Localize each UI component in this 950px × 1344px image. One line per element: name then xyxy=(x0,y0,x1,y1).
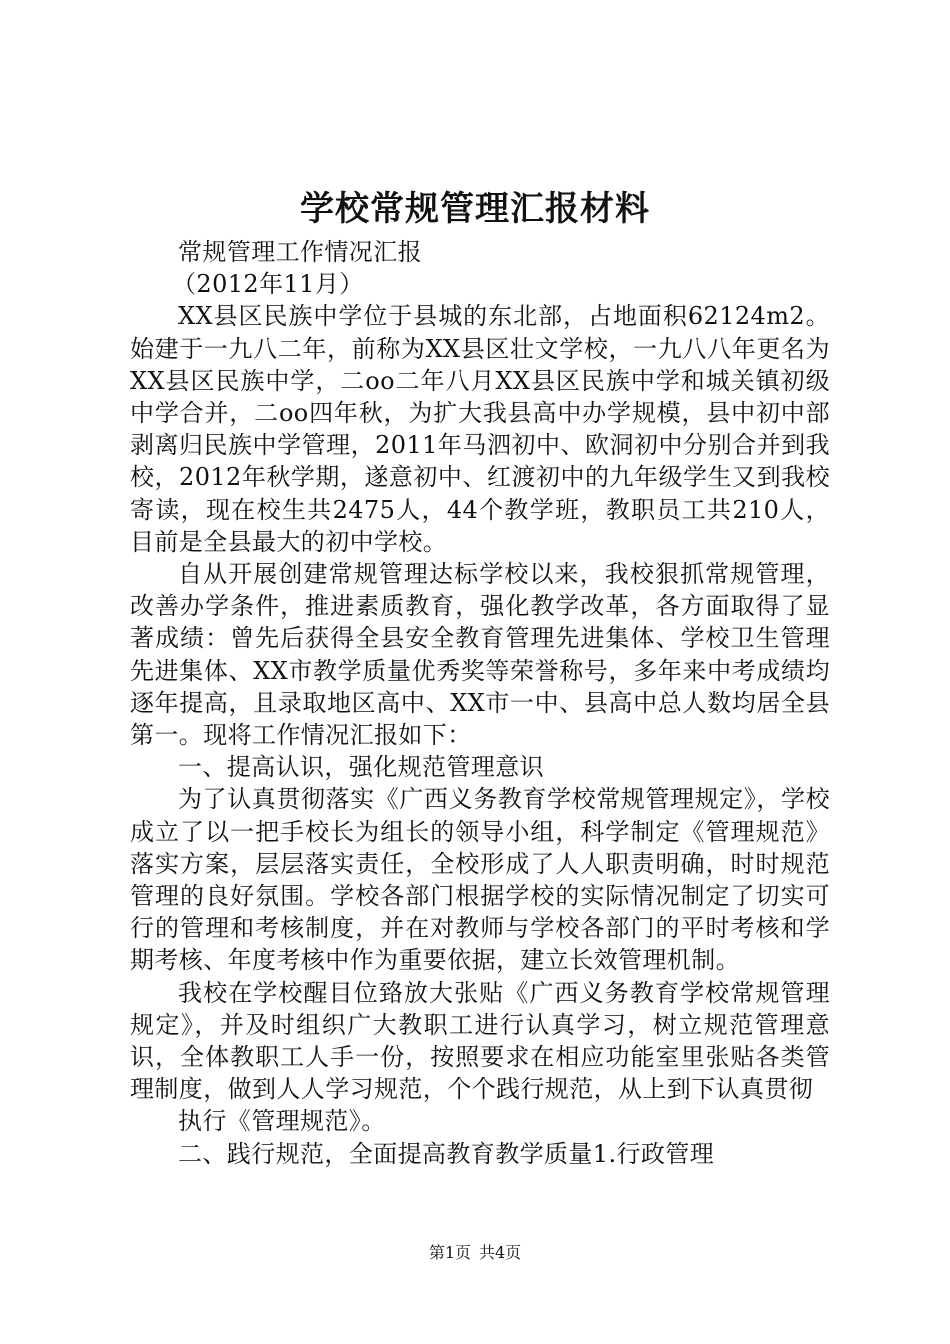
document-body xyxy=(130,236,830,1170)
paragraph-posting-rules: 我校在学校醒目位臵放大张贴《广西义务教育学校常规管理规定》，并及时组织广大教职工进行认真学习，树立规范管理意识，全体教职工人手一份，按照要求在相应功能室里张贴各类管理制度，做到人人学习规范，个个践行规范，从上到下认真贯彻 xyxy=(130,978,830,1104)
paragraph-execute: 执行《管理规范》。 xyxy=(178,1107,386,1136)
document-title: 学校常规管理汇报材料 xyxy=(300,189,650,229)
section-heading-2: 二、践行规范，全面提高教育教学质量1.行政管理 xyxy=(178,1139,715,1168)
page-total: 共4页 xyxy=(479,1243,522,1262)
paragraph-achievements: 自从开展创建常规管理达标学校以来，我校狠抓常规管理，改善办学条件，推进素质教育，强化教学改革，各方面取得了显著成绩：曾先后获得全县安全教育管理先进集体、学校卫生管理先进集体、XX市教学质量优秀奖等荣誉称号，多年来中考成绩均逐年提高，且录取地区高中、XX市一中、县高中总人数均居全县第一。现将工作情况汇报如下： xyxy=(130,560,830,750)
page-footer xyxy=(0,1242,950,1264)
paragraph-school-intro: XX县区民族中学位于县城的东北部，占地面积62124m2。始建于一九八二年，前称为XX县区壮文学校，一九八八年更名为XX县区民族中学，二oo二年八月XX县区民族中学和城关镇初级中学合并，二oo四年秋，为扩大我县高中办学规模，县中初中部剥离归民族中学管理，2011年马泗初中、欧洞初中分别合并到我校，2012年秋学期，遂意初中、红渡初中的九年级学生又到我校寄读，现在校生共2475人，44个教学班，教职员工共210人，目前是全县最大的初中学校。 xyxy=(130,302,830,556)
subtitle-line: 常规管理工作情况汇报 xyxy=(178,238,422,266)
date-line: （2012年11月） xyxy=(172,270,364,299)
section-heading-1: 一、提高认识，强化规范管理意识 xyxy=(178,753,544,782)
paragraph-implementation: 为了认真贯彻落实《广西义务教育学校常规管理规定》，学校成立了以一把手校长为组长的领导小组，科学制定《管理规范》落实方案，层层落实责任，全校形成了人人职责明确，时时规范管理的良好氛围。学校各部门根据学校的实际情况制定了切实可行的管理和考核制度，并在对教师与学校各部门的平时考核和学期考核、年度考核中作为重要依据，建立长效管理机制。 xyxy=(130,785,830,975)
page-number: 第1页 xyxy=(428,1243,471,1262)
